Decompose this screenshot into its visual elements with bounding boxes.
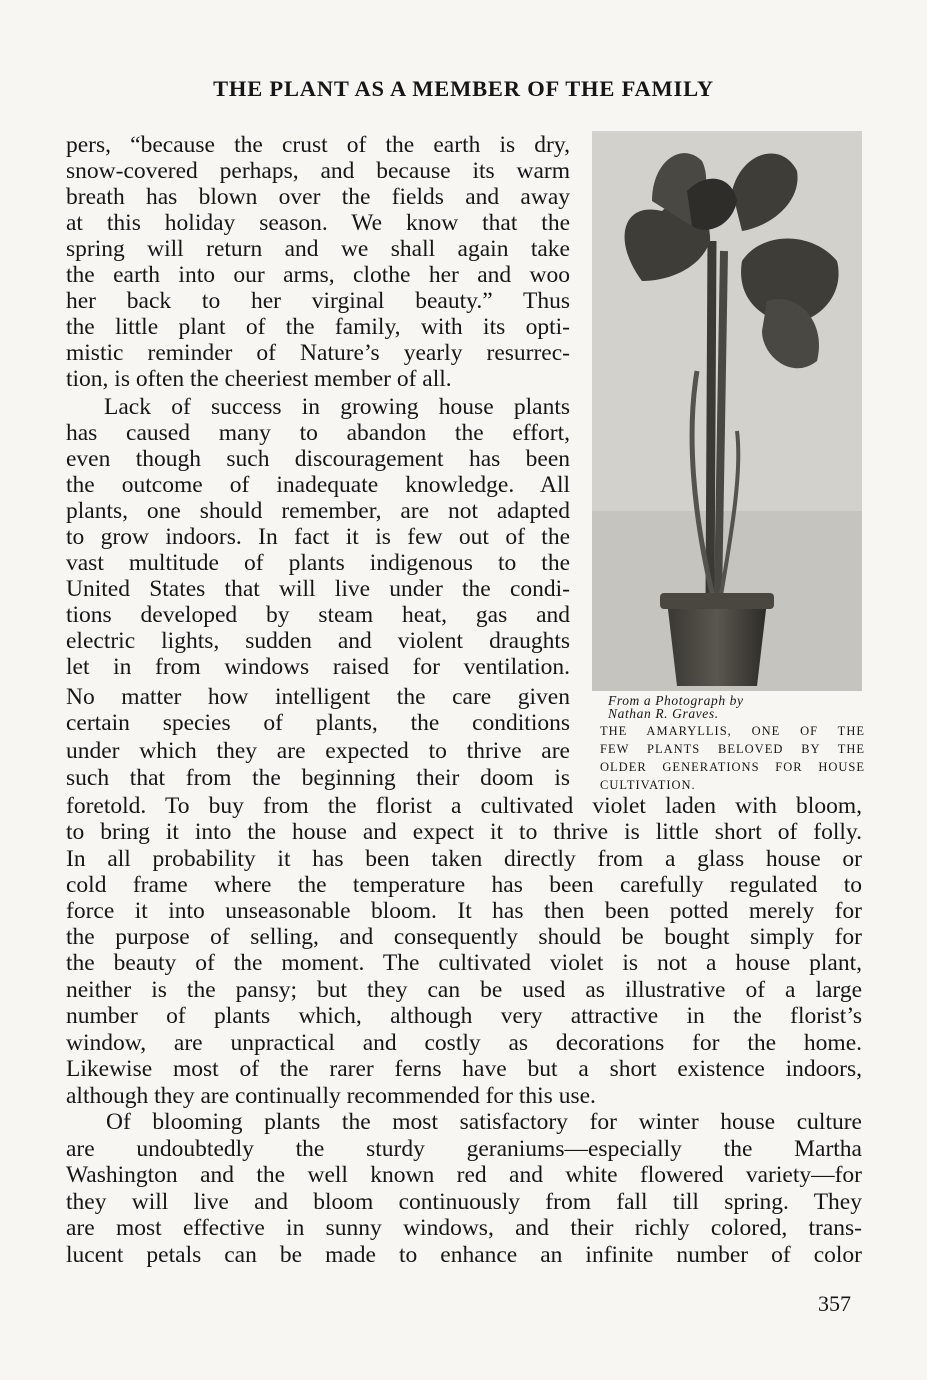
text-line: snow-covered perhaps, and because its warm: [66, 158, 570, 184]
text-line: are most effective in sunny windows, and their richly colored, trans-: [66, 1215, 862, 1241]
text-line: neither is the pansy; but they can be used as illustrative of a large: [66, 977, 862, 1003]
text-line: at this holiday season. We know that the: [66, 210, 570, 236]
photo-credit-line: From a Photograph by: [608, 693, 744, 708]
caption-line: OLDER GENERATIONS FOR HOUSE: [600, 760, 865, 774]
running-head: THE PLANT AS A MEMBER OF THE FAMILY: [213, 76, 714, 101]
text-line: the little plant of the family, with its opti-: [66, 314, 570, 340]
text-line: the earth into our arms, clothe her and woo: [66, 262, 570, 288]
text-line: even though such discouragement has been: [66, 446, 570, 472]
text-line: let in from windows raised for ventilation.: [66, 654, 570, 680]
text-line: spring will return and we shall again take: [66, 236, 570, 262]
text-line: vast multitude of plants indigenous to the: [66, 550, 570, 576]
text-line: plants, one should remember, are not adapted: [66, 498, 570, 524]
text-line: tion, is often the cheeriest member of all.: [66, 366, 452, 392]
page-number: 357: [818, 1291, 851, 1316]
text-line: number of plants which, although very attractive in the florist’s: [66, 1003, 862, 1029]
text-line: mistic reminder of Nature’s yearly resurrec-: [66, 340, 570, 366]
text-line: are undoubtedly the sturdy geraniums—especially the Martha: [66, 1136, 862, 1162]
caption-line: FEW PLANTS BELOVED BY THE: [600, 742, 865, 756]
text-line: pers, “because the crust of the earth is dry,: [66, 132, 570, 158]
text-line: the beauty of the moment. The cultivated violet is not a house plant,: [66, 950, 862, 976]
text-line: has caused many to abandon the effort,: [66, 420, 570, 446]
caption-line: THE AMARYLLIS, ONE OF THE: [600, 724, 865, 738]
text-line: No matter how intelligent the care given: [66, 684, 570, 710]
text-line: to bring it into the house and expect it to thrive is little short of folly.: [66, 819, 862, 845]
text-line: In all probability it has been taken directly from a glass house or: [66, 846, 862, 872]
text-line: the outcome of inadequate knowledge. All: [66, 472, 570, 498]
text-line: such that from the beginning their doom is: [66, 765, 570, 791]
amaryllis-plant-image: [592, 131, 862, 691]
text-line: cold frame where the temperature has been carefully regulated to: [66, 872, 862, 898]
text-line: to grow indoors. In fact it is few out of the: [66, 524, 570, 550]
text-line: tions developed by steam heat, gas and: [66, 602, 570, 628]
text-line: they will live and bloom continuously from fall till spring. They: [66, 1189, 862, 1215]
text-line: Likewise most of the rarer ferns have but a short existence indoors,: [66, 1056, 862, 1082]
caption-line: CULTIVATION.: [600, 778, 696, 792]
text-line: Washington and the well known red and white flowered variety—for: [66, 1162, 862, 1188]
text-line: Of blooming plants the most satisfactory for winter house culture: [106, 1109, 862, 1135]
text-line: certain species of plants, the conditions: [66, 710, 570, 736]
text-line: lucent petals can be made to enhance an infinite number of color: [66, 1242, 862, 1268]
text-line: window, are unpractical and costly as decorations for the home.: [66, 1030, 862, 1056]
amaryllis-photograph: [592, 131, 862, 691]
text-line: her back to her virginal beauty.” Thus: [66, 288, 570, 314]
text-line: under which they are expected to thrive are: [66, 738, 570, 764]
text-line: the purpose of selling, and consequently should be bought simply for: [66, 924, 862, 950]
text-line: breath has blown over the fields and away: [66, 184, 570, 210]
text-line: Lack of success in growing house plants: [104, 394, 570, 420]
text-line: foretold. To buy from the florist a cultivated violet laden with bloom,: [66, 793, 862, 819]
text-line: force it into unseasonable bloom. It has then been potted merely for: [66, 898, 862, 924]
text-line: electric lights, sudden and violent draughts: [66, 628, 570, 654]
text-line: although they are continually recommended for this use.: [66, 1083, 596, 1109]
photo-credit-line: Nathan R. Graves.: [608, 706, 719, 721]
text-line: United States that will live under the condi-: [66, 576, 570, 602]
